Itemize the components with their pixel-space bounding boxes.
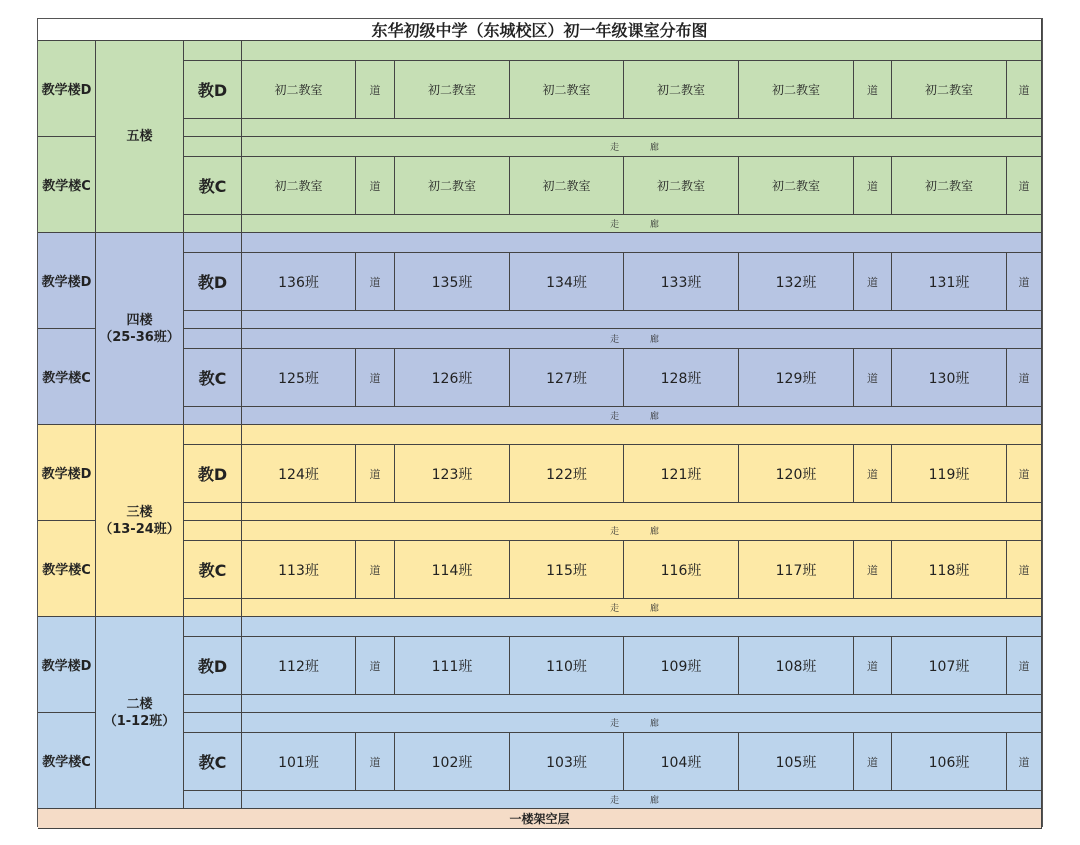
classroom-cell: 108班 (739, 637, 854, 695)
classroom-cell: 122班 (510, 445, 624, 503)
spacer-cell (184, 215, 242, 233)
spacer-strip (242, 41, 1042, 61)
classroom-cell: 119班 (892, 445, 1007, 503)
spacer-cell (184, 503, 242, 521)
spacer-strip (242, 425, 1042, 445)
classroom-cell: 115班 (510, 541, 624, 599)
passage-cell: 道 (854, 61, 892, 119)
building-label: 教学楼D (38, 41, 96, 137)
passage-cell: 道 (854, 541, 892, 599)
classroom-cell: 初二教室 (892, 61, 1007, 119)
floor-label: 三楼 （13-24班） (96, 425, 184, 617)
passage-cell: 道 (854, 157, 892, 215)
classroom-cell: 133班 (624, 253, 739, 311)
spacer-cell (184, 41, 242, 61)
classroom-cell: 初二教室 (510, 61, 624, 119)
classroom-cell: 110班 (510, 637, 624, 695)
passage-cell: 道 (854, 637, 892, 695)
floor-label: 五楼 (96, 41, 184, 233)
classroom-cell: 102班 (395, 733, 510, 791)
building-label: 教学楼D (38, 617, 96, 713)
building-code: 教D (184, 637, 242, 695)
building-code: 教C (184, 733, 242, 791)
passage-cell: 道 (1007, 541, 1042, 599)
passage-cell: 道 (854, 349, 892, 407)
building-label: 教学楼C (38, 713, 96, 809)
building-label: 教学楼C (38, 329, 96, 425)
spacer-cell (184, 617, 242, 637)
passage-cell: 道 (1007, 733, 1042, 791)
building-label: 教学楼C (38, 137, 96, 233)
classroom-cell: 123班 (395, 445, 510, 503)
classroom-cell: 112班 (242, 637, 356, 695)
classroom-cell: 初二教室 (624, 61, 739, 119)
ground-floor-label: 一楼架空层 (38, 809, 1042, 829)
classroom-cell: 130班 (892, 349, 1007, 407)
building-code: 教C (184, 541, 242, 599)
spacer-cell (184, 713, 242, 733)
classroom-cell: 131班 (892, 253, 1007, 311)
classroom-cell: 113班 (242, 541, 356, 599)
classroom-cell: 101班 (242, 733, 356, 791)
floor-label: 四楼 （25-36班） (96, 233, 184, 425)
building-code: 教C (184, 349, 242, 407)
spacer-cell (184, 329, 242, 349)
classroom-cell: 103班 (510, 733, 624, 791)
spacer-cell (184, 137, 242, 157)
floor-label: 二楼 （1-12班） (96, 617, 184, 809)
classroom-cell: 初二教室 (510, 157, 624, 215)
spacer-cell (184, 407, 242, 425)
classroom-cell: 109班 (624, 637, 739, 695)
classroom-cell: 135班 (395, 253, 510, 311)
classroom-cell: 136班 (242, 253, 356, 311)
classroom-cell: 125班 (242, 349, 356, 407)
passage-cell: 道 (356, 61, 395, 119)
corridor-label: 走 廊 (242, 329, 1042, 349)
classroom-cell: 124班 (242, 445, 356, 503)
classroom-cell: 107班 (892, 637, 1007, 695)
passage-cell: 道 (854, 253, 892, 311)
passage-cell: 道 (1007, 253, 1042, 311)
spacer-strip (242, 503, 1042, 521)
passage-cell: 道 (356, 349, 395, 407)
classroom-cell: 106班 (892, 733, 1007, 791)
corridor-label: 走 廊 (242, 215, 1042, 233)
classroom-cell: 初二教室 (739, 61, 854, 119)
corridor-label: 走 廊 (242, 521, 1042, 541)
classroom-cell: 116班 (624, 541, 739, 599)
building-label: 教学楼D (38, 233, 96, 329)
classroom-cell: 初二教室 (242, 157, 356, 215)
passage-cell: 道 (356, 445, 395, 503)
classroom-cell: 104班 (624, 733, 739, 791)
passage-cell: 道 (356, 157, 395, 215)
corridor-label: 走 廊 (242, 407, 1042, 425)
passage-cell: 道 (854, 733, 892, 791)
classroom-cell: 127班 (510, 349, 624, 407)
classroom-cell: 初二教室 (242, 61, 356, 119)
classroom-cell: 初二教室 (892, 157, 1007, 215)
passage-cell: 道 (1007, 61, 1042, 119)
corridor-label: 走 廊 (242, 713, 1042, 733)
passage-cell: 道 (854, 445, 892, 503)
spacer-cell (184, 695, 242, 713)
classroom-cell: 120班 (739, 445, 854, 503)
spacer-cell (184, 311, 242, 329)
passage-cell: 道 (356, 253, 395, 311)
passage-cell: 道 (356, 637, 395, 695)
classroom-cell: 132班 (739, 253, 854, 311)
classroom-cell: 126班 (395, 349, 510, 407)
classroom-cell: 初二教室 (739, 157, 854, 215)
passage-cell: 道 (1007, 157, 1042, 215)
spacer-strip (242, 233, 1042, 253)
spacer-cell (184, 791, 242, 809)
building-code: 教D (184, 253, 242, 311)
spacer-cell (184, 119, 242, 137)
classroom-cell: 118班 (892, 541, 1007, 599)
classroom-cell: 121班 (624, 445, 739, 503)
spacer-strip (242, 311, 1042, 329)
spacer-strip (242, 617, 1042, 637)
classroom-distribution-map (37, 18, 1043, 827)
classroom-cell: 初二教室 (624, 157, 739, 215)
passage-cell: 道 (1007, 349, 1042, 407)
corridor-label: 走 廊 (242, 599, 1042, 617)
spacer-strip (242, 119, 1042, 137)
building-code: 教D (184, 61, 242, 119)
classroom-cell: 129班 (739, 349, 854, 407)
passage-cell: 道 (1007, 637, 1042, 695)
building-code: 教D (184, 445, 242, 503)
classroom-cell: 初二教室 (395, 61, 510, 119)
classroom-cell: 105班 (739, 733, 854, 791)
passage-cell: 道 (356, 541, 395, 599)
classroom-cell: 114班 (395, 541, 510, 599)
spacer-cell (184, 599, 242, 617)
building-code: 教C (184, 157, 242, 215)
classroom-cell: 134班 (510, 253, 624, 311)
passage-cell: 道 (356, 733, 395, 791)
corridor-label: 走 廊 (242, 791, 1042, 809)
classroom-cell: 128班 (624, 349, 739, 407)
corridor-label: 走 廊 (242, 137, 1042, 157)
classroom-cell: 初二教室 (395, 157, 510, 215)
building-label: 教学楼C (38, 521, 96, 617)
spacer-cell (184, 521, 242, 541)
classroom-cell: 111班 (395, 637, 510, 695)
page-title: 东华初级中学（东城校区）初一年级课室分布图 (38, 19, 1042, 41)
passage-cell: 道 (1007, 445, 1042, 503)
building-label: 教学楼D (38, 425, 96, 521)
spacer-strip (242, 695, 1042, 713)
classroom-cell: 117班 (739, 541, 854, 599)
spacer-cell (184, 425, 242, 445)
spacer-cell (184, 233, 242, 253)
